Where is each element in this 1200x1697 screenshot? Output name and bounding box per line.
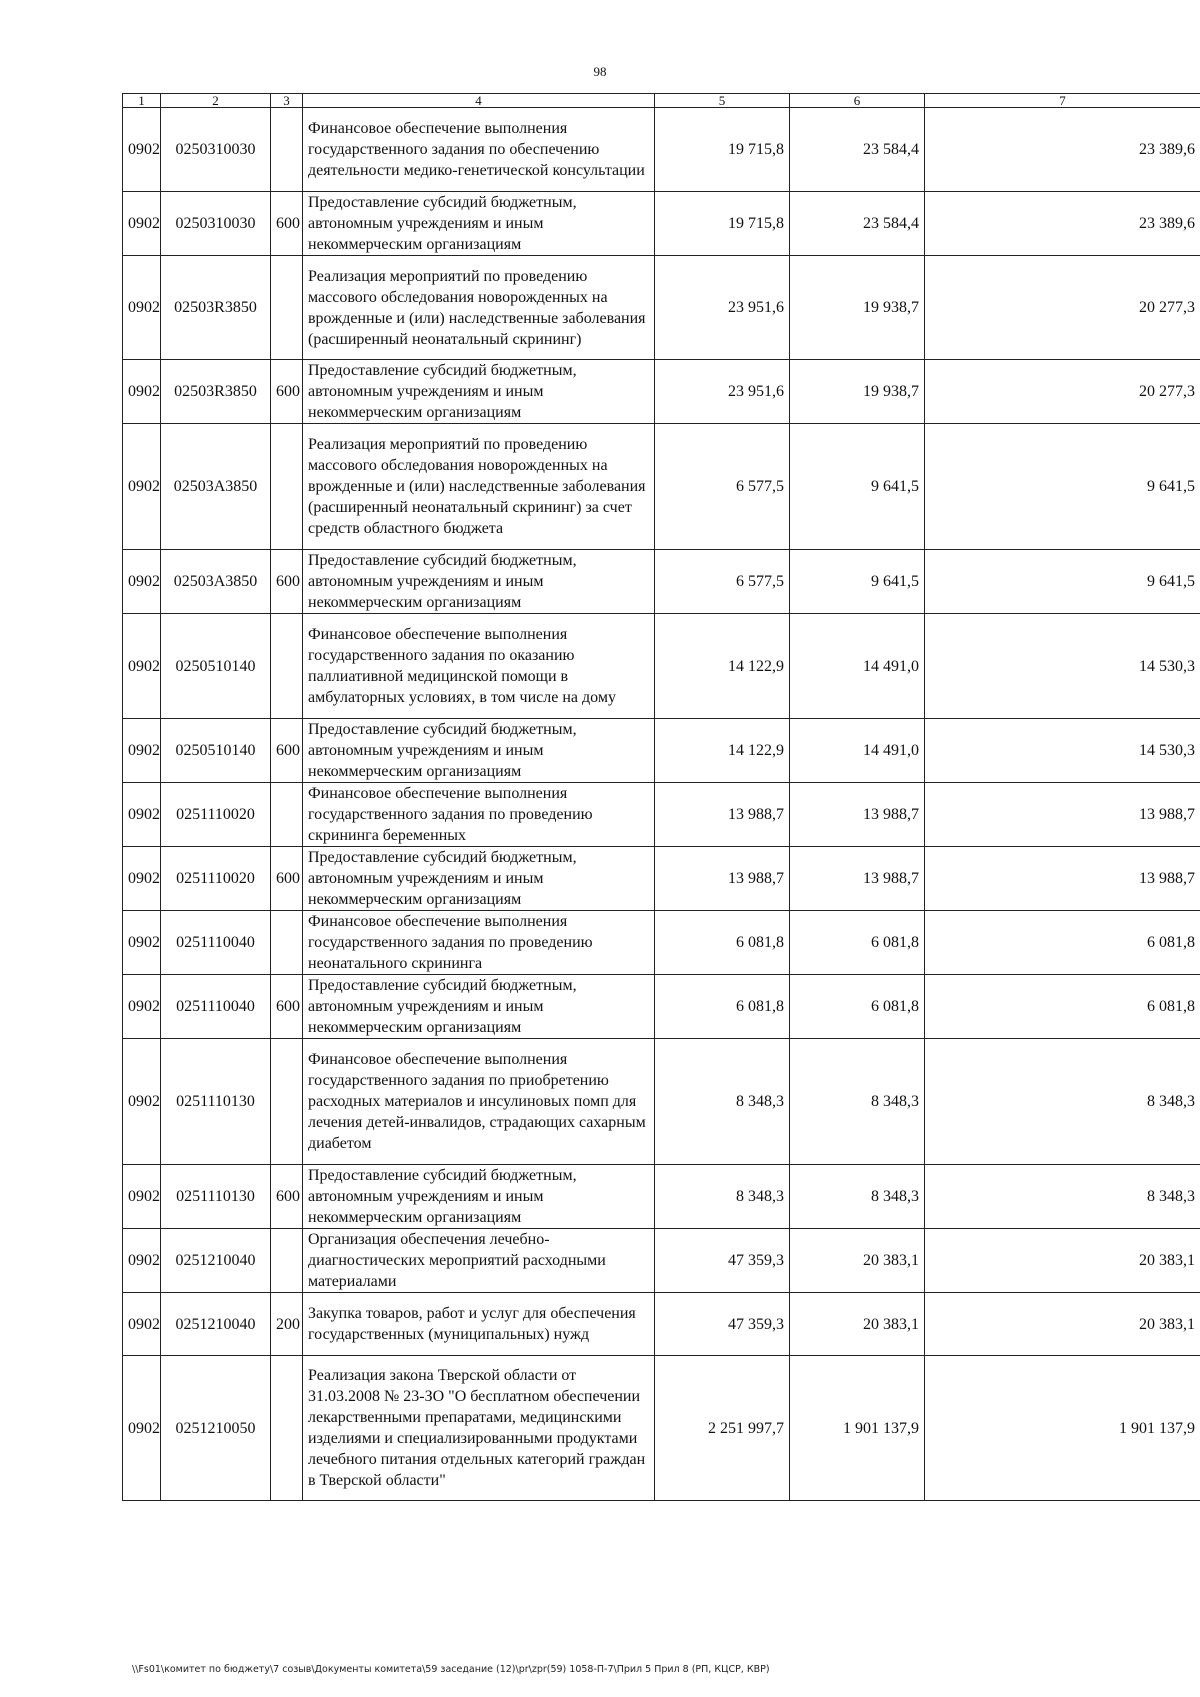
table-row [123, 256, 1200, 360]
expense-type-cell [271, 108, 303, 192]
amount-col5-cell: 2 251 997,7 [655, 1356, 790, 1501]
amount-col5-cell: 6 577,5 [655, 424, 790, 550]
amount-col7-cell: 8 348,3 [925, 1039, 1200, 1165]
table-row [123, 360, 1200, 424]
amount-col6-cell: 1 901 137,9 [790, 1356, 925, 1501]
section-code-cell: 0902 [123, 360, 161, 424]
amount-col6-cell: 19 938,7 [790, 360, 925, 424]
section-code-cell: 0902 [123, 1039, 161, 1165]
table-row [123, 975, 1200, 1039]
amount-col6-cell: 9 641,5 [790, 550, 925, 614]
target-article-cell: 0251110020 [161, 783, 271, 847]
budget-table [122, 93, 1200, 1501]
expense-type-cell: 600 [271, 360, 303, 424]
target-article-cell: 02503R3850 [161, 256, 271, 360]
section-code-cell: 0902 [123, 192, 161, 256]
target-article-cell: 0251110020 [161, 847, 271, 911]
amount-col6-cell: 8 348,3 [790, 1165, 925, 1229]
item-name-cell: Финансовое обеспечение выполнения государственного задания по проведению скрининга беременных [303, 783, 655, 847]
amount-col7-cell: 13 988,7 [925, 847, 1200, 911]
section-code-cell: 0902 [123, 1356, 161, 1501]
expense-type-cell: 600 [271, 847, 303, 911]
target-article-cell: 0251210040 [161, 1229, 271, 1293]
amount-col7-cell: 9 641,5 [925, 550, 1200, 614]
item-name-cell: Предоставление субсидий бюджетным, автономным учреждениям и иным некоммерческим организациям [303, 975, 655, 1039]
section-code-cell: 0902 [123, 614, 161, 719]
section-code-cell: 0902 [123, 256, 161, 360]
table-row [123, 719, 1200, 783]
item-name-cell: Предоставление субсидий бюджетным, автономным учреждениям и иным некоммерческим организациям [303, 1165, 655, 1229]
amount-col6-cell: 20 383,1 [790, 1293, 925, 1356]
target-article-cell: 0251210040 [161, 1293, 271, 1356]
amount-col6-cell: 6 081,8 [790, 975, 925, 1039]
table-row [123, 847, 1200, 911]
item-name-cell: Реализация мероприятий по проведению массового обследования новорожденных на врожденные и (или) наследственные заболевания (расширенный неонатальный скрининг) за счет средств областного бюджета [303, 424, 655, 550]
amount-col6-cell: 14 491,0 [790, 719, 925, 783]
amount-col5-cell: 19 715,8 [655, 108, 790, 192]
expense-type-cell [271, 424, 303, 550]
target-article-cell: 02503А3850 [161, 550, 271, 614]
header-row [123, 94, 1200, 108]
section-code-cell: 0902 [123, 550, 161, 614]
section-code-cell: 0902 [123, 1165, 161, 1229]
expense-type-cell: 600 [271, 550, 303, 614]
section-code-cell: 0902 [123, 424, 161, 550]
item-name-cell: Закупка товаров, работ и услуг для обеспечения государственных (муниципальных) нужд [303, 1293, 655, 1356]
amount-col7-cell: 8 348,3 [925, 1165, 1200, 1229]
target-article-cell: 0250510140 [161, 719, 271, 783]
amount-col7-cell: 14 530,3 [925, 614, 1200, 719]
expense-type-cell: 600 [271, 719, 303, 783]
amount-col6-cell: 13 988,7 [790, 783, 925, 847]
section-code-cell: 0902 [123, 108, 161, 192]
section-code-cell: 0902 [123, 1229, 161, 1293]
amount-col7-cell: 23 389,6 [925, 108, 1200, 192]
item-name-cell: Финансовое обеспечение выполнения государственного задания по обеспечению деятельности медико-генетической консультации [303, 108, 655, 192]
amount-col5-cell: 23 951,6 [655, 256, 790, 360]
target-article-cell: 0250510140 [161, 614, 271, 719]
expense-type-cell: 200 [271, 1293, 303, 1356]
amount-col5-cell: 6 081,8 [655, 911, 790, 975]
amount-col7-cell: 14 530,3 [925, 719, 1200, 783]
table-row [123, 614, 1200, 719]
expense-type-cell: 600 [271, 1165, 303, 1229]
amount-col6-cell: 9 641,5 [790, 424, 925, 550]
target-article-cell: 0251110040 [161, 911, 271, 975]
amount-col5-cell: 23 951,6 [655, 360, 790, 424]
section-code-cell: 0902 [123, 975, 161, 1039]
amount-col7-cell: 13 988,7 [925, 783, 1200, 847]
table-row [123, 1165, 1200, 1229]
table-row [123, 192, 1200, 256]
target-article-cell: 02503А3850 [161, 424, 271, 550]
expense-type-cell [271, 1039, 303, 1165]
amount-col5-cell: 13 988,7 [655, 783, 790, 847]
expense-type-cell [271, 1229, 303, 1293]
amount-col5-cell: 13 988,7 [655, 847, 790, 911]
amount-col6-cell: 23 584,4 [790, 108, 925, 192]
target-article-cell: 0251110040 [161, 975, 271, 1039]
section-code-cell: 0902 [123, 847, 161, 911]
table-row [123, 1293, 1200, 1356]
table-row [123, 108, 1200, 192]
target-article-cell: 0251210050 [161, 1356, 271, 1501]
col-header-5: 5 [655, 94, 790, 108]
expense-type-cell [271, 256, 303, 360]
amount-col5-cell: 8 348,3 [655, 1039, 790, 1165]
amount-col5-cell: 14 122,9 [655, 614, 790, 719]
amount-col7-cell: 20 277,3 [925, 256, 1200, 360]
amount-col6-cell: 23 584,4 [790, 192, 925, 256]
section-code-cell: 0902 [123, 783, 161, 847]
amount-col5-cell: 19 715,8 [655, 192, 790, 256]
table-row [123, 911, 1200, 975]
target-article-cell: 0251110130 [161, 1165, 271, 1229]
amount-col7-cell: 20 383,1 [925, 1229, 1200, 1293]
item-name-cell: Финансовое обеспечение выполнения государственного задания по оказанию паллиативной медицинской помощи в амбулаторных условиях, в том числе на дому [303, 614, 655, 719]
expense-type-cell [271, 1356, 303, 1501]
amount-col7-cell: 1 901 137,9 [925, 1356, 1200, 1501]
target-article-cell: 02503R3850 [161, 360, 271, 424]
expense-type-cell [271, 614, 303, 719]
item-name-cell: Предоставление субсидий бюджетным, автономным учреждениям и иным некоммерческим организациям [303, 360, 655, 424]
amount-col5-cell: 47 359,3 [655, 1293, 790, 1356]
table-row [123, 1229, 1200, 1293]
amount-col5-cell: 6 081,8 [655, 975, 790, 1039]
target-article-cell: 0250310030 [161, 192, 271, 256]
amount-col5-cell: 6 577,5 [655, 550, 790, 614]
amount-col7-cell: 9 641,5 [925, 424, 1200, 550]
item-name-cell: Финансовое обеспечение выполнения государственного задания по приобретению расходных материалов и инсулиновых помп для лечения детей-инвалидов, страдающих сахарным диабетом [303, 1039, 655, 1165]
col-header-4: 4 [303, 94, 655, 108]
amount-col6-cell: 20 383,1 [790, 1229, 925, 1293]
col-header-3: 3 [271, 94, 303, 108]
col-header-1: 1 [123, 94, 161, 108]
item-name-cell: Финансовое обеспечение выполнения государственного задания по проведению неонатального скрининга [303, 911, 655, 975]
table-row [123, 424, 1200, 550]
table-row [123, 1356, 1200, 1501]
table-row [123, 550, 1200, 614]
col-header-2: 2 [161, 94, 271, 108]
item-name-cell: Предоставление субсидий бюджетным, автономным учреждениям и иным некоммерческим организациям [303, 719, 655, 783]
item-name-cell: Реализация мероприятий по проведению массового обследования новорожденных на врожденные и (или) наследственные заболевания (расширенный неонатальный скрининг) [303, 256, 655, 360]
item-name-cell: Предоставление субсидий бюджетным, автономным учреждениям и иным некоммерческим организациям [303, 192, 655, 256]
amount-col5-cell: 8 348,3 [655, 1165, 790, 1229]
section-code-cell: 0902 [123, 911, 161, 975]
item-name-cell: Организация обеспечения лечебно-диагностических мероприятий расходными материалами [303, 1229, 655, 1293]
amount-col7-cell: 20 383,1 [925, 1293, 1200, 1356]
expense-type-cell: 600 [271, 975, 303, 1039]
amount-col6-cell: 13 988,7 [790, 847, 925, 911]
amount-col6-cell: 6 081,8 [790, 911, 925, 975]
table-row [123, 1039, 1200, 1165]
item-name-cell: Предоставление субсидий бюджетным, автономным учреждениям и иным некоммерческим организациям [303, 847, 655, 911]
col-header-7: 7 [925, 94, 1200, 108]
amount-col5-cell: 47 359,3 [655, 1229, 790, 1293]
expense-type-cell [271, 783, 303, 847]
amount-col6-cell: 14 491,0 [790, 614, 925, 719]
amount-col6-cell: 8 348,3 [790, 1039, 925, 1165]
expense-type-cell [271, 911, 303, 975]
amount-col6-cell: 19 938,7 [790, 256, 925, 360]
table-row [123, 783, 1200, 847]
page-number: 98 [593, 64, 607, 79]
col-header-6: 6 [790, 94, 925, 108]
target-article-cell: 0250310030 [161, 108, 271, 192]
amount-col7-cell: 23 389,6 [925, 192, 1200, 256]
amount-col5-cell: 14 122,9 [655, 719, 790, 783]
item-name-cell: Реализация закона Тверской области от 31.03.2008 № 23-ЗО "О бесплатном обеспечении лекарственными препаратами, медицинскими изделиями и специализированными продуктами лечебного питания отдельных категорий граждан в Тверской области" [303, 1356, 655, 1501]
expense-type-cell: 600 [271, 192, 303, 256]
amount-col7-cell: 6 081,8 [925, 911, 1200, 975]
amount-col7-cell: 6 081,8 [925, 975, 1200, 1039]
footer-file-path: \\Fs01\комитет по бюджету\7 созыв\Документы комитета\59 заседание (12)\pr\zpr(59) 1058-П-7\Прил 5 Прил 8 (РП, КЦСР, КВР) [132, 1664, 770, 1675]
target-article-cell: 0251110130 [161, 1039, 271, 1165]
item-name-cell: Предоставление субсидий бюджетным, автономным учреждениям и иным некоммерческим организациям [303, 550, 655, 614]
section-code-cell: 0902 [123, 719, 161, 783]
amount-col7-cell: 20 277,3 [925, 360, 1200, 424]
section-code-cell: 0902 [123, 1293, 161, 1356]
